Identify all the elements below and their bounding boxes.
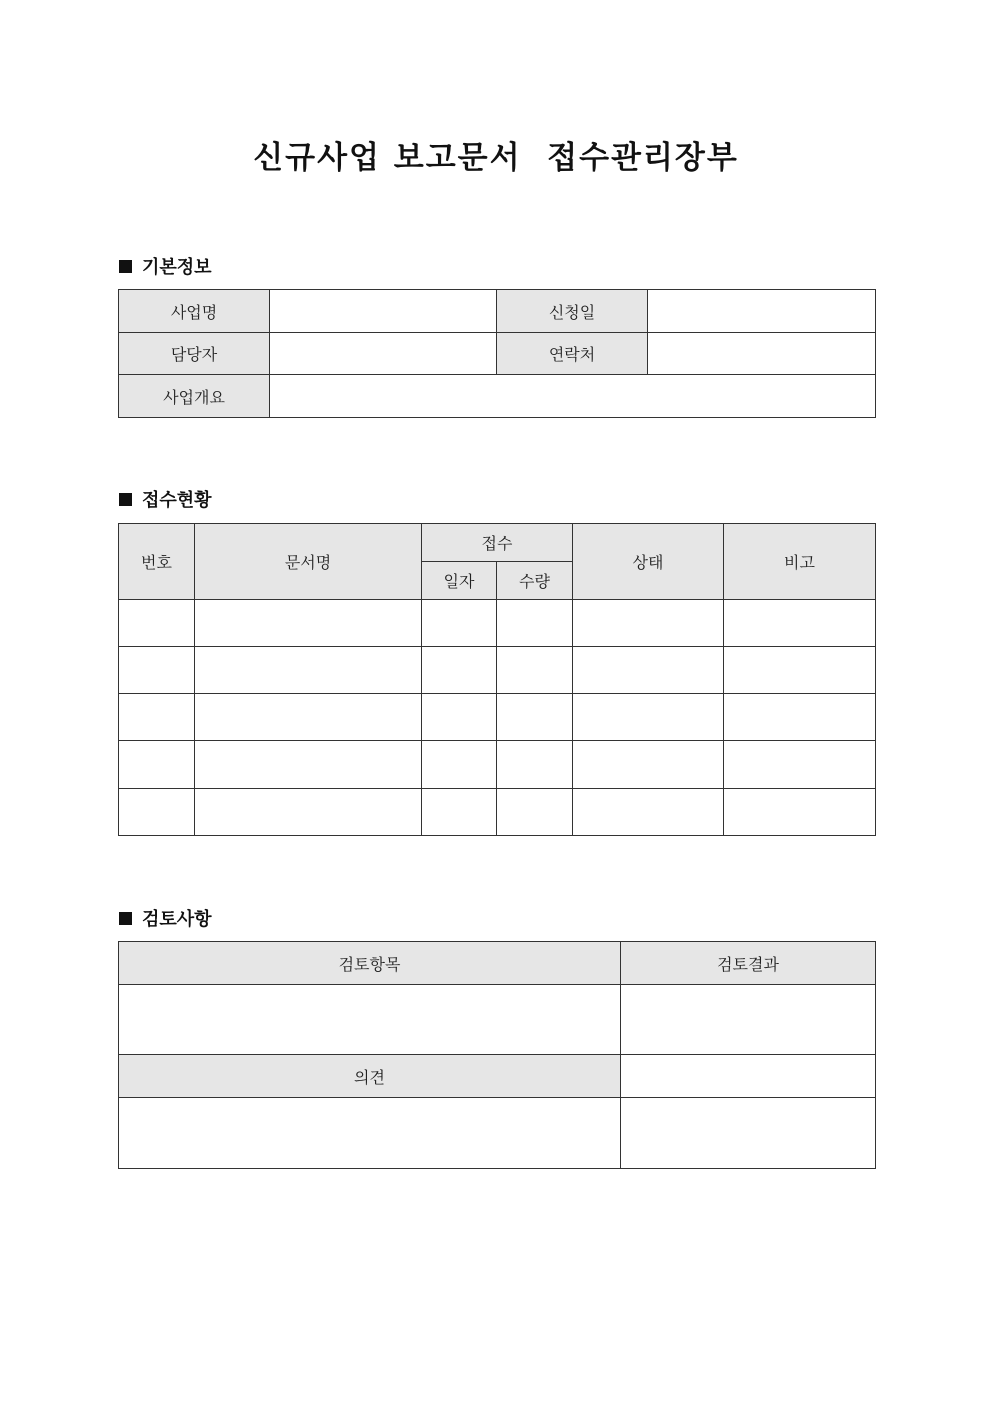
business-name-field[interactable] xyxy=(270,290,497,333)
section-heading-label: 기본정보 xyxy=(142,257,212,278)
table-cell[interactable] xyxy=(195,647,422,694)
table-cell[interactable] xyxy=(497,600,573,647)
review-result-field[interactable] xyxy=(621,985,876,1055)
table-cell[interactable] xyxy=(422,694,497,741)
table-cell[interactable] xyxy=(497,789,573,836)
application-date-field[interactable] xyxy=(648,290,876,333)
basic-info-table xyxy=(118,289,876,418)
table-cell[interactable] xyxy=(573,694,724,741)
table-cell[interactable] xyxy=(724,600,876,647)
opinion-header: 의견 xyxy=(119,1055,621,1098)
application-date-label: 신청일 xyxy=(497,290,648,333)
table-row xyxy=(119,741,876,789)
table-cell[interactable] xyxy=(573,789,724,836)
review-table xyxy=(118,941,876,1169)
opinion-field[interactable] xyxy=(119,1098,621,1169)
overview-field[interactable] xyxy=(270,375,876,418)
table-cell[interactable] xyxy=(119,600,195,647)
section-heading-basic-info xyxy=(119,253,212,279)
table-cell[interactable] xyxy=(195,789,422,836)
review-item-field[interactable] xyxy=(119,985,621,1055)
number-column-header: 번호 xyxy=(119,524,195,600)
table-cell[interactable] xyxy=(422,600,497,647)
manager-label: 담당자 xyxy=(119,333,270,375)
table-cell[interactable] xyxy=(195,694,422,741)
table-cell[interactable] xyxy=(119,647,195,694)
receipt-column-header: 접수 xyxy=(422,524,573,562)
page-title: 신규사업 보고문서 접수관리장부 xyxy=(253,140,739,176)
table-cell[interactable] xyxy=(724,741,876,789)
table-cell[interactable] xyxy=(724,789,876,836)
review-item-header: 검토항목 xyxy=(119,942,621,985)
document-name-column-header: 문서명 xyxy=(195,524,422,600)
section-heading-label: 접수현황 xyxy=(142,490,212,511)
table-cell[interactable] xyxy=(497,647,573,694)
status-column-header: 상태 xyxy=(573,524,724,600)
table-cell[interactable] xyxy=(119,694,195,741)
table-row xyxy=(119,647,876,694)
quantity-column-header: 수량 xyxy=(497,562,573,600)
table-cell[interactable] xyxy=(422,741,497,789)
table-cell[interactable] xyxy=(422,647,497,694)
table-cell[interactable] xyxy=(119,789,195,836)
remarks-column-header: 비고 xyxy=(724,524,876,600)
receipt-status-table xyxy=(118,523,876,836)
section-heading-review xyxy=(119,905,212,931)
table-row xyxy=(119,600,876,647)
square-bullet-icon xyxy=(119,493,132,506)
opinion-side-cell[interactable] xyxy=(621,1055,876,1098)
business-name-label: 사업명 xyxy=(119,290,270,333)
table-cell[interactable] xyxy=(422,789,497,836)
table-cell[interactable] xyxy=(573,600,724,647)
manager-field[interactable] xyxy=(270,333,497,375)
square-bullet-icon xyxy=(119,912,132,925)
table-cell[interactable] xyxy=(497,741,573,789)
contact-label: 연락처 xyxy=(497,333,648,375)
table-row xyxy=(119,694,876,741)
table-cell[interactable] xyxy=(724,647,876,694)
opinion-side-field[interactable] xyxy=(621,1098,876,1169)
contact-field[interactable] xyxy=(648,333,876,375)
section-heading-label: 검토사항 xyxy=(142,909,212,930)
square-bullet-icon xyxy=(119,260,132,273)
table-cell[interactable] xyxy=(195,600,422,647)
section-heading-receipt-status xyxy=(119,486,212,512)
table-cell[interactable] xyxy=(119,741,195,789)
table-cell[interactable] xyxy=(195,741,422,789)
table-cell[interactable] xyxy=(573,741,724,789)
review-result-header: 검토결과 xyxy=(621,942,876,985)
table-row xyxy=(119,789,876,836)
date-column-header: 일자 xyxy=(422,562,497,600)
table-cell[interactable] xyxy=(724,694,876,741)
overview-label: 사업개요 xyxy=(119,375,270,418)
table-cell[interactable] xyxy=(573,647,724,694)
table-cell[interactable] xyxy=(497,694,573,741)
